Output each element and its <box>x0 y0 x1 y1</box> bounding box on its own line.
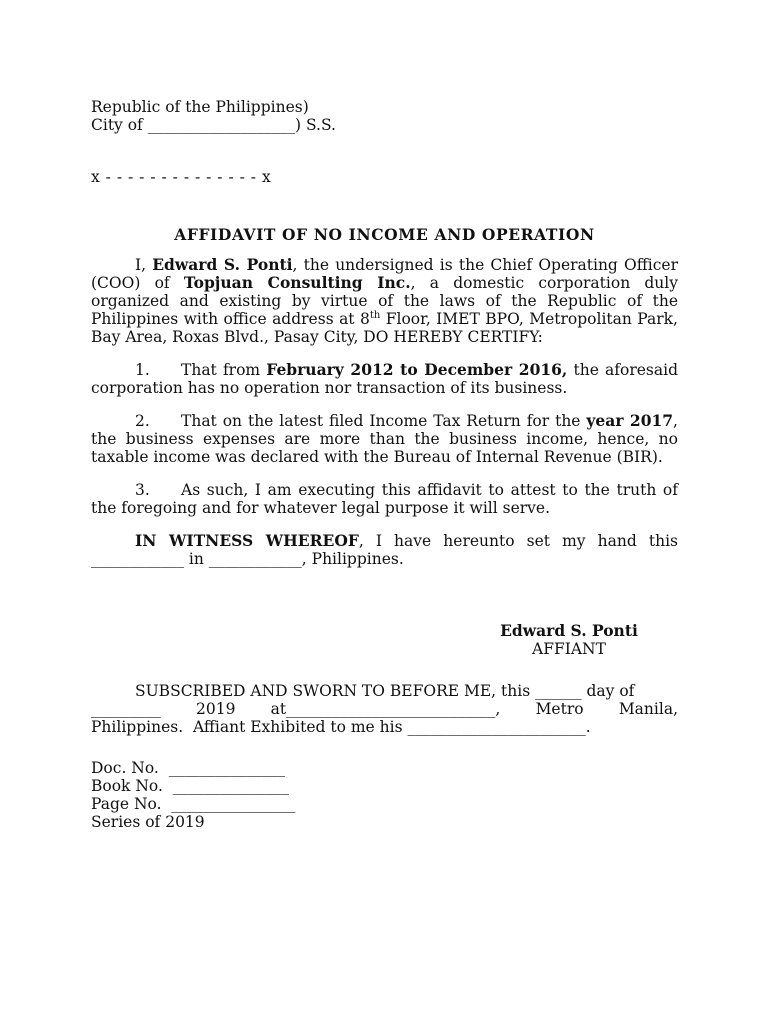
intro-text-4: Floor, IMET BPO, Metropolitan Park, Bay Area, Roxas Blvd., Pasay City, DO HEREBY CERTIFY: <box>91 310 678 346</box>
intro-text-1: I, <box>135 256 153 274</box>
item-2-paragraph <box>91 412 678 466</box>
affidavit-document <box>91 98 678 831</box>
item-1-paragraph <box>91 361 678 397</box>
item-2-text-2: , the business expenses are more than the business income, hence, no taxable income was declared with the Bureau of Internal Revenue (BIR). <box>91 412 678 466</box>
page-no-line: Page No. ________________ <box>91 795 296 813</box>
jurat-paragraph <box>91 682 678 736</box>
book-no-line: Book No. _______________ <box>91 777 290 795</box>
item-1-text-2: the aforesaid corporation has no operation nor transaction of its business. <box>91 361 678 397</box>
jurat-place: at___________________________, <box>270 700 501 718</box>
item-1-number: 1. <box>135 361 150 379</box>
jurat-manila: Manila, <box>618 700 678 718</box>
witness-paragraph <box>91 532 678 568</box>
jurat-line-1 <box>91 682 678 700</box>
jurat-line-3: Philippines. Affiant Exhibited to me his _______________________. <box>91 718 591 736</box>
series-line: Series of 2019 <box>91 813 205 831</box>
item-3-number: 3. <box>135 481 150 499</box>
doc-no-line: Doc. No. _______________ <box>91 759 285 777</box>
jurat-line-2 <box>91 700 678 718</box>
document-title: AFFIDAVIT OF NO INCOME AND OPERATION <box>174 225 595 244</box>
item-3-text-1: As such, I am executing this affidavit to attest to the truth of the foregoing and for whatever legal purpose it will serve. <box>91 481 678 517</box>
item-2-text-1: That on the latest filed Income Tax Return for the <box>181 412 587 430</box>
signatory-name: Edward S. Ponti <box>500 621 638 640</box>
jurat-line-1-text: SUBSCRIBED AND SWORN TO BEFORE ME, this ______ day of <box>135 682 635 700</box>
item-2-number: 2. <box>135 412 150 430</box>
signature-block <box>489 622 649 658</box>
intro-text-3: , a domestic corporation duly organized and existing by virtue of the laws of the Republic of the Philippines with office address at 8 <box>91 274 678 328</box>
signatory-role: AFFIANT <box>532 640 606 658</box>
caption-separator: x - - - - - - - - - - - - - - x <box>91 168 272 186</box>
republic-line: Republic of the Philippines) <box>91 98 309 116</box>
intro-text-2: , the undersigned is the Chief Operating Officer (COO) of <box>91 256 678 292</box>
witness-heading: IN WITNESS WHEREOF <box>135 531 359 550</box>
jurat-blank-month: _________ <box>91 700 161 718</box>
affiant-name: Edward S. Ponti <box>152 255 293 274</box>
venue-caption <box>91 98 678 134</box>
item-3-paragraph <box>91 481 678 517</box>
item-2-year: year 2017 <box>586 411 674 430</box>
notarial-register <box>91 759 678 831</box>
jurat-year: 2019 <box>195 700 236 718</box>
item-1-period: February 2012 to December 2016, <box>266 360 568 379</box>
ordinal-suffix: th <box>369 310 381 321</box>
intro-paragraph <box>91 256 678 346</box>
company-name: Topjuan Consulting Inc. <box>183 273 411 292</box>
jurat-metro: Metro <box>535 700 584 718</box>
witness-text: , I have hereunto set my hand this ____________ in ____________, Philippines. <box>91 532 678 568</box>
city-line: City of ___________________) S.S. <box>91 116 336 134</box>
item-1-text-1: That from <box>181 361 267 379</box>
